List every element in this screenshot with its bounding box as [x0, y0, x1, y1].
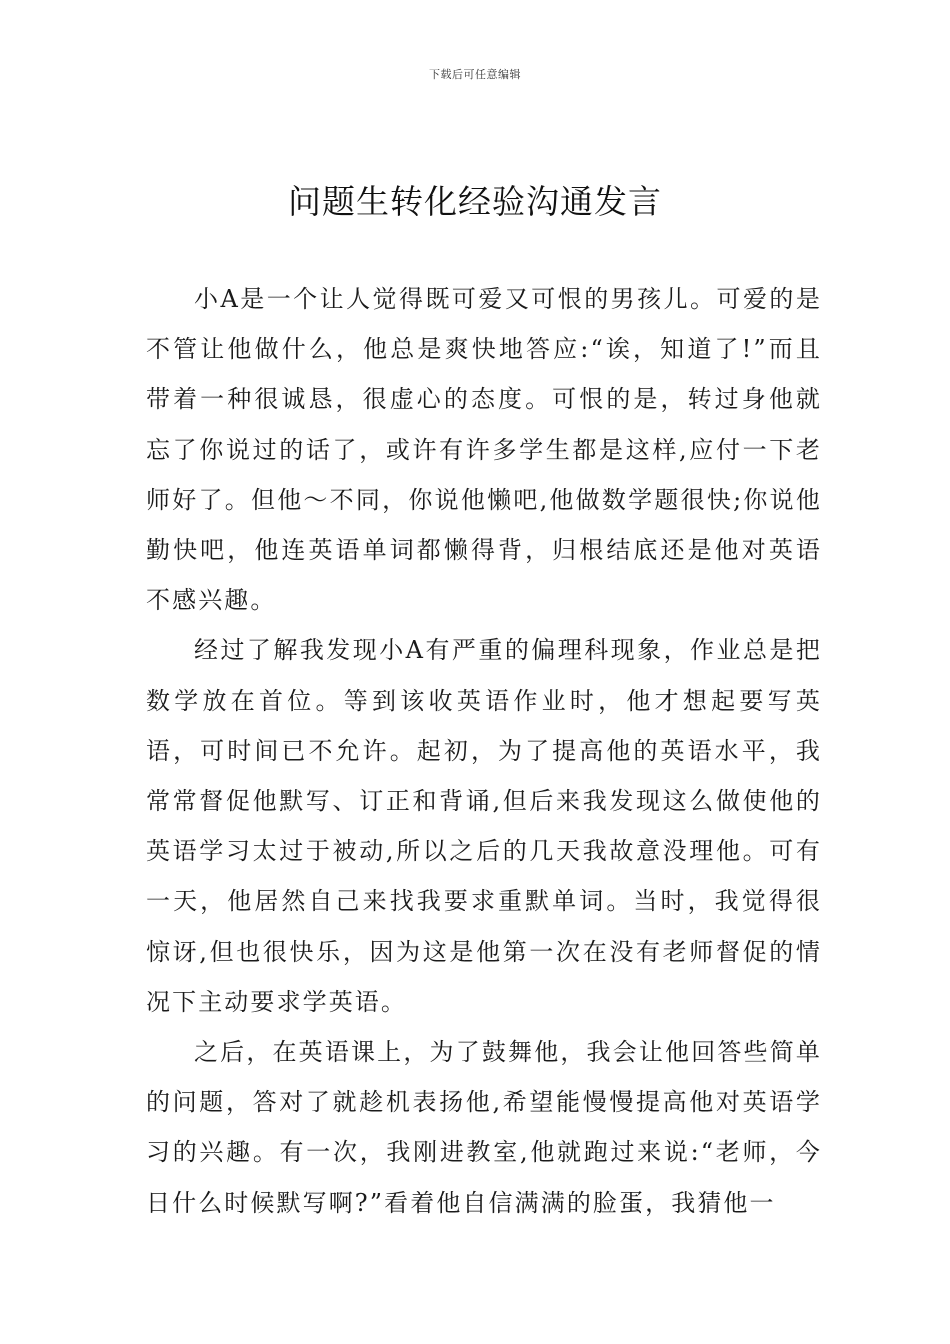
document-title: 问题生转化经验沟通发言 — [288, 182, 662, 221]
paragraph: 小A是一个让人觉得既可爱又可恨的男孩儿。可爱的是不管让他做什么，他总是爽快地答应:“诶，知道了!”而且带着一种很诚恳，很虚心的态度。可恨的是，转过身他就忘了你说过的话了，或许有许多学生都是这样,应付一下老师好了。但他～不同，你说他懒吧,他做数学题很快;你说他勤快吧，他连英语单词都懒得背，归根结底还是他对英语不感兴趣。 — [146, 285, 822, 615]
paragraph: 之后，在英语课上，为了鼓舞他，我会让他回答些简单的问题，答对了就趁机表扬他,希望能慢慢提高他对英语学习的兴趣。有一次，我刚进教室,他就跑过来说:“老师，今日什么时候默写啊?”看着他自信满满的脸蛋，我猜他一 — [146, 1038, 822, 1217]
document-body — [146, 274, 822, 1228]
paragraph: 经过了解我发现小A有严重的偏理科现象，作业总是把数学放在首位。等到该收英语作业时，他才想起要写英语，可时间已不允许。起初，为了提高他的英语水平，我常常督促他默写、订正和背诵,但后来我发现这么做使他的英语学习太过于被动,所以之后的几天我故意没理他。可有一天，他居然自己来找我要求重默单词。当时，我觉得很惊讶,但也很快乐，因为这是他第一次在没有老师督促的情况下主动要求学英语。 — [146, 636, 822, 1016]
header-note: 下载后可任意编辑 — [429, 68, 521, 81]
